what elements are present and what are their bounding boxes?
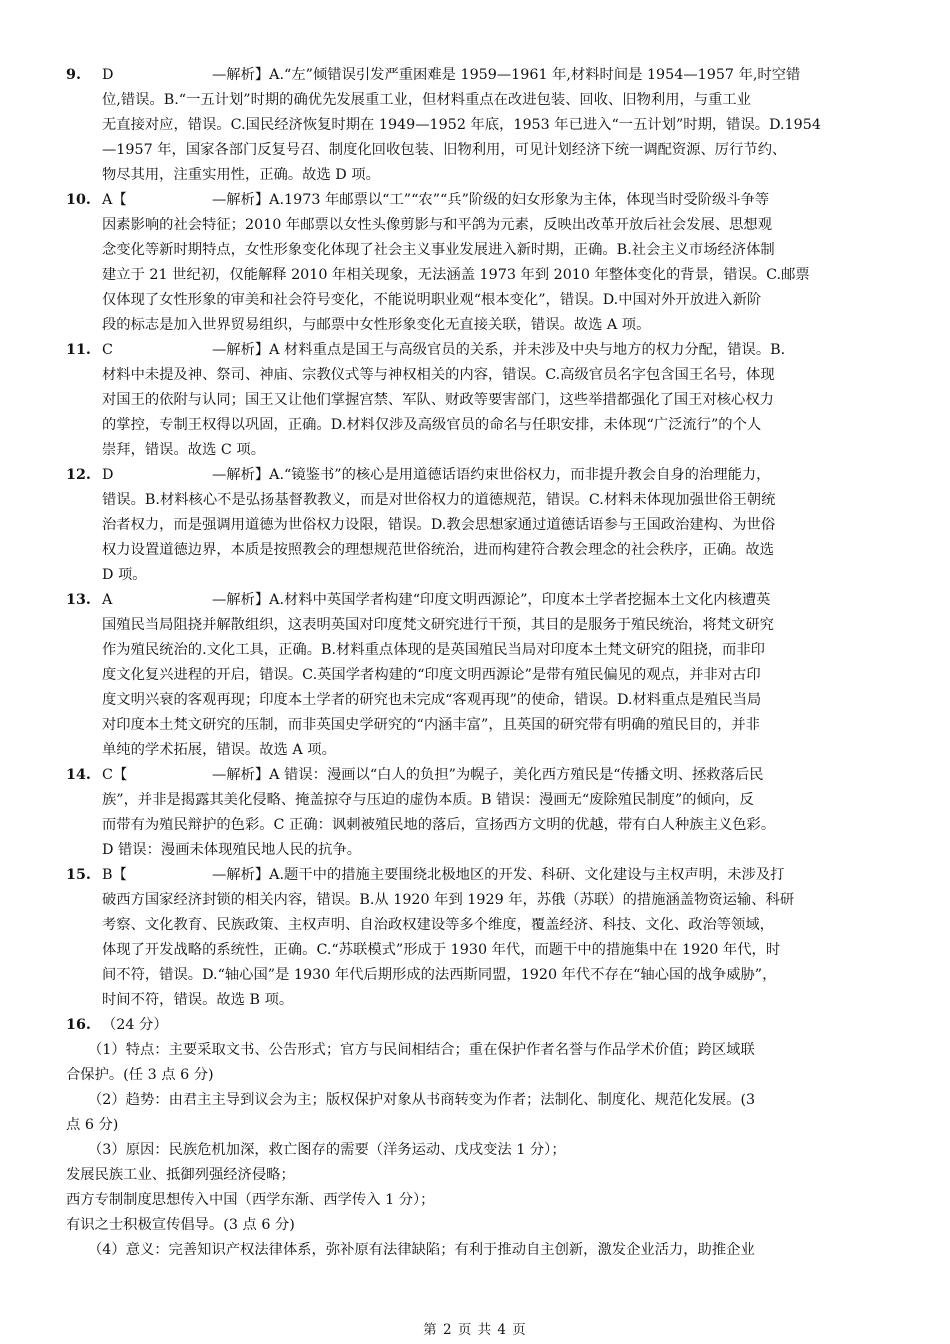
question-number: 10.: [66, 192, 91, 208]
answer-item-13: [66, 588, 886, 763]
answer-choice: C: [102, 342, 113, 358]
essay-line: 点 6 分): [66, 1117, 119, 1133]
analysis-line: 物尽其用，注重实用性，正确。故选 D 项。: [102, 167, 380, 183]
analysis-lead: —解析】A 材料重点是国王与高级官员的关系，并未涉及中央与地方的权力分配，错误。B.: [212, 342, 786, 358]
analysis-line: 族”，并非是揭露其美化侵略、掩盖掠夺与压迫的虚伪本质。B 错误：漫画无“废除殖民制度”的倾向，反: [102, 792, 754, 808]
analysis-line: D 项。: [102, 567, 147, 583]
question-number: 16.: [66, 1017, 91, 1033]
analysis-line: 权力设置道德边界，本质是按照教会的理想规范世俗统治，进而构建符合教会理念的社会秩序，正确。故选: [102, 542, 774, 558]
essay-line: 发展民族工业、抵御列强经济侵略；: [66, 1167, 295, 1183]
essay-line: 有识之士积极宣传倡导。(3 点 6 分): [66, 1217, 295, 1233]
analysis-line: 无直接对应，错误。C.国民经济恢复时期在 1949—1952 年底，1953 年已进入“一五计划”时期，错误。D.1954: [102, 117, 821, 133]
analysis-line: 位,错误。B.“一五计划”时期的确优先发展重工业，但材料重点在改进包装、回收、旧物利用，与重工业: [102, 92, 751, 108]
analysis-line: 念变化等新时期特点，女性形象变化体现了社会主义事业发展进入新时期，正确。B.社会主义市场经济体制: [102, 242, 775, 258]
answer-item-15: [66, 863, 886, 1013]
analysis-lead: —解析】A.材料中英国学者构建“印度文明西源论”，印度本土学者挖掘本土文化内核遭英: [212, 592, 771, 608]
essay-answer: [66, 1038, 886, 1263]
analysis-line: 对印度本土梵文研究的压制，而非英国史学研究的“内涵丰富”，且英国的研究带有明确的殖民目的，并非: [102, 717, 760, 733]
question-score: （24 分）: [102, 1017, 168, 1033]
analysis-line: 建立于 21 世纪初，仅能解释 2010 年相关现象，无法涵盖 1973 年到 2010 年整体变化的背景，错误。C.邮票: [102, 267, 810, 283]
analysis-line: 度文化复兴进程的开启，错误。C.英国学者构建的“印度文明西源论”是带有殖民偏见的观点，并非对古印: [102, 667, 761, 683]
answer-key: [66, 63, 886, 1263]
analysis-line: —1957 年，国家各部门反复号召、制度化回收包装、旧物利用，可见计划经济下统一调配资源、厉行节约、: [102, 142, 787, 158]
question-number: 9.: [66, 67, 81, 83]
essay-line: 西方专制制度思想传入中国（西学东渐、西学传入 1 分）；: [66, 1192, 435, 1208]
answer-body: [102, 338, 886, 463]
answer-item-16: [66, 1013, 886, 1038]
analysis-line: D 错误：漫画未体现殖民地人民的抗争。: [102, 842, 362, 858]
analysis-line: 时间不符，错误。故选 B 项。: [102, 992, 294, 1008]
analysis-lead: —解析】A 错误：漫画以“白人的负担”为幌子，美化西方殖民是“传播文明、拯救落后民: [212, 767, 764, 783]
analysis-line: 因素影响的社会特征；2010 年邮票以女性头像剪影与和平鸽为元素，反映出改革开放后社会发展、思想观: [102, 217, 772, 233]
essay-line: （2）趋势：由君主主导到议会为主；版权保护对象从书商转变为作者；法制化、制度化、规范化发展。(3: [88, 1092, 756, 1108]
answer-choice: A: [102, 592, 113, 608]
analysis-line: 间不符，错误。D.“轴心国”是 1930 年代后期形成的法西斯同盟，1920 年代不存在“轴心国的战争威胁”，: [102, 967, 777, 983]
analysis-line: 的掌控，专制王权得以巩固，正确。D.材料仅涉及高级官员的命名与任职安排，未体现“广泛流行”的个人: [102, 417, 762, 433]
analysis-lead: —解析】A.题干中的措施主要围绕北极地区的开发、科研、文化建设与主权声明，未涉及打: [212, 867, 785, 883]
analysis-lead: —解析】A.“左”倾错误引发严重困难是 1959—1961 年,材料时间是 1954—1957 年,时空错: [212, 67, 801, 83]
essay-line: 合保护。(任 3 点 6 分): [66, 1067, 214, 1083]
analysis-line: 崇拜，错误。故选 C 项。: [102, 442, 265, 458]
answer-choice: D: [102, 467, 114, 483]
question-number: 14.: [66, 767, 91, 783]
analysis-line: 治者权力，而是强调用道德为世俗权力设限，错误。D.教会思想家通过道德话语参与王国政治建构、为世俗: [102, 517, 776, 533]
answer-item-10: [66, 188, 886, 338]
analysis-line: 度文明兴衰的客观再现；印度本土学者的研究也未完成“客观再现”的使命，错误。D.材料重点是殖民当局: [102, 692, 762, 708]
analysis-line: 错误。B.材料核心不是弘扬基督教教义，而是对世俗权力的道德规范，错误。C.材料未体现加强世俗王朝统: [102, 492, 776, 508]
answer-choice: D: [102, 67, 114, 83]
analysis-line: 国殖民当局阻挠并解散组织，这表明英国对印度梵文研究进行干预，其目的是服务于殖民统治，将梵文研究: [102, 617, 774, 633]
question-number: 13.: [66, 592, 91, 608]
answer-item-12: [66, 463, 886, 588]
analysis-line: 段的标志是加入世界贸易组织，与邮票中女性形象变化无直接关联，错误。故选 A 项。: [102, 317, 651, 333]
analysis-line: 对国王的依附与认同；国王又让他们掌握宫禁、军队、财政等要害部门，这些举措都强化了国王对核心权力: [102, 392, 774, 408]
answer-body: [102, 588, 886, 763]
answer-body: [102, 463, 886, 588]
analysis-line: 考察、文化教育、民族政策、主权声明、自治政权建设等多个维度，覆盖经济、科技、文化、政治等领域，: [102, 917, 774, 933]
essay-line: （1）特点：主要采取文书、公告形式；官方与民间相结合；重在保护作者名誉与作品学术价值；跨区域联: [88, 1042, 755, 1058]
page-footer: 第 2 页 共 4 页: [423, 1322, 527, 1338]
answer-body: [102, 1013, 886, 1038]
answer-item-11: [66, 338, 886, 463]
analysis-line: 材料中未提及神、祭司、神庙、宗教仪式等与神权相关的内容，错误。C.高级官员名字包含国王名号，体现: [102, 367, 775, 383]
essay-line: （4）意义：完善知识产权法律体系，弥补原有法律缺陷；有利于推动自主创新，激发企业活力，助推企业: [88, 1242, 755, 1258]
answer-choice: A【: [102, 192, 127, 208]
question-number: 15.: [66, 867, 91, 883]
analysis-line: 破西方国家经济封锁的相关内容，错误。B.从 1920 年到 1929 年，苏俄（苏联）的措施涵盖物资运输、科研: [102, 892, 795, 908]
essay-line: （3）原因：民族危机加深，救亡图存的需要（洋务运动、戊戌变法 1 分）；: [88, 1142, 566, 1158]
answer-body: [102, 763, 886, 863]
analysis-line: 体现了开发战略的系统性，正确。C.“苏联模式”形成于 1930 年代，而题干中的措施集中在 1920 年代，时: [102, 942, 781, 958]
question-number: 11.: [66, 342, 91, 358]
analysis-lead: —解析】A.1973 年邮票以“工”“农”“兵”阶级的妇女形象为主体，体现当时受阶级斗争等: [212, 192, 770, 208]
analysis-line: 单纯的学术拓展，错误。故选 A 项。: [102, 742, 336, 758]
analysis-line: 而带有为殖民辩护的色彩。C 正确：讽刺被殖民地的落后，宣扬西方文明的优越，带有白人种族主义色彩。: [102, 817, 776, 833]
answer-choice: B【: [102, 867, 127, 883]
question-number: 12.: [66, 467, 91, 483]
answer-choice: C【: [102, 767, 128, 783]
answer-body: [102, 63, 886, 188]
answer-body: [102, 863, 886, 1013]
answer-item-9: [66, 63, 886, 188]
analysis-line: 作为殖民统治的.文化工具，正确。B.材料重点体现的是英国殖民当局对印度本土梵文研究的阻挠，而非印: [102, 642, 765, 658]
answer-item-14: [66, 763, 886, 863]
analysis-line: 仅体现了女性形象的审美和社会符号变化，不能说明职业观“根本变化”，错误。D.中国对外开放进入新阶: [102, 292, 762, 308]
answer-body: [102, 188, 886, 338]
analysis-lead: —解析】A.“镜鉴书”的核心是用道德话语约束世俗权力，而非提升教会自身的治理能力，: [212, 467, 771, 483]
